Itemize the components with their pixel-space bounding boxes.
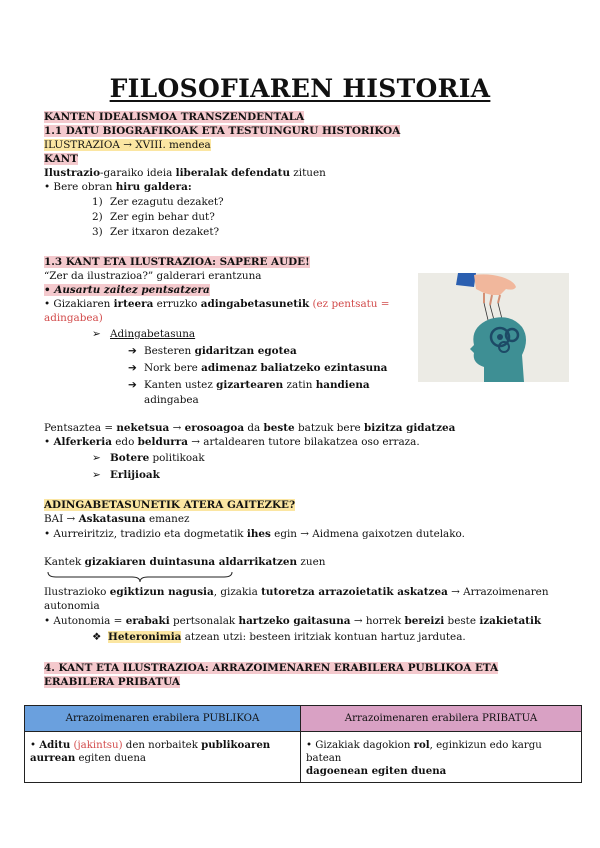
table-header-row: [25, 706, 582, 732]
illustration-line: ILUSTRAZIOA → XVIII. mendea: [44, 139, 211, 151]
text-line: • Autonomia = erabaki pertsonalak hartzeko gaitasuna → horrek bereizi beste izakietatik: [44, 615, 542, 627]
section-heading-biography: 1.1 DATU BIOGRAFIKOAK ETA TESTUINGURU HISTORIKOA: [44, 125, 401, 137]
text-line: • Bere obran hiru galdera:: [44, 181, 192, 193]
text-line: adingabea): [44, 312, 103, 324]
question-item: 3) Zer itxaron dezaket?: [92, 226, 220, 238]
question-item: 1) Zer ezagutu dezaket?: [92, 196, 224, 208]
section-heading-sapere-aude: 1.3 KANT ETA ILUSTRAZIOA: SAPERE AUDE!: [44, 256, 310, 268]
sub-bullet: ➔ Besteren gidaritzan egotea: [128, 345, 297, 357]
question-item: 2) Zer egin behar dut?: [92, 211, 215, 223]
text-line: Pentsaztea = neketsua → erosoagoa da beste batzuk bere bizitza gidatzea: [44, 422, 456, 434]
bullet-heteronimia: ❖ Heteronimia atzean utzi: besteen iritziak kontuan hartuz jardutea.: [92, 631, 466, 643]
cell-private: • Gizakiak dagokion rol, eginkizun edo kargu batean dagoenean egiten duena: [301, 732, 582, 783]
sub-bullet: ➔ Nork bere adimenaz baliatzeko ezintasuna: [128, 362, 388, 374]
header-public: Arrazoimenaren erabilera PUBLIKOA: [25, 706, 301, 732]
section-heading-idealism: KANTEN IDEALISMOA TRANSZENDENTALA: [44, 111, 305, 123]
section-heading-atera: ADINGABETASUNETIK ATERA GAITEZKE?: [44, 499, 296, 511]
text-line: Ilustrazioko egiktizun nagusia, gizakia tutoretza arrazoietatik askatzea → Arrazoimenaren: [44, 586, 549, 598]
cell-public: • Aditu (jakintsu) den norbaitek publikoaren aurrean egiten duena: [25, 732, 301, 783]
subheading-ausartu: • Ausartu zaitez pentsatzera: [44, 284, 210, 296]
bullet-adingabetasuna: ➢ Adingabetasuna: [92, 328, 196, 340]
bullet-botere: ➢ Botere politikoak: [92, 452, 205, 464]
diamond-bullet-icon: ❖: [92, 631, 102, 643]
sub-bullet: ➔ Kanten ustez gizartearen zatin handiena: [128, 379, 370, 391]
page-title: FILOSOFIAREN HISTORIA: [109, 74, 491, 103]
text-line: Ilustrazio-garaiko ideia liberalak defendatu zituen: [44, 167, 326, 179]
section-heading-arrazoimen: 4. KANT ETA ILUSTRAZIOA: ARRAZOIMENAREN ERABILERA PUBLIKOA ETA: [44, 662, 499, 674]
curly-brace-icon: [46, 570, 234, 584]
header-private: Arrazoimenaren erabilera PRIBATUA: [301, 706, 582, 732]
text-line: • Gizakiaren irteera erruzko adingabetasunetik (ez pentsatu =: [44, 298, 390, 310]
text-line: “Zer da ilustrazioa?” galderari erantzuna: [44, 270, 262, 282]
puppet-head-illustration: [418, 273, 569, 382]
text-line: autonomia: [44, 600, 100, 612]
section-heading-arrazoimen-cont: ERABILERA PRIBATUA: [44, 676, 180, 688]
text-line: • Aurreiritziz, tradizio eta dogmetatik ihes egin → Aidmena gaixotzen dutelako.: [44, 528, 465, 540]
kant-label: KANT: [44, 153, 78, 165]
text-line: BAI → Askatasuna emanez: [44, 513, 190, 525]
reason-use-table: [24, 705, 582, 783]
text-line: • Alferkeria edo beldurra → artaldearen tutore bilakatzea oso erraza.: [44, 436, 420, 448]
text-line: Kantek gizakiaren duintasuna aldarrikatzen zuen: [44, 556, 326, 568]
puppet-head-icon: [418, 273, 569, 382]
sub-bullet-continuation: adingabea: [144, 394, 199, 406]
table-row: [25, 732, 582, 783]
bullet-erlijioak: ➢ Erlijioak: [92, 469, 160, 481]
